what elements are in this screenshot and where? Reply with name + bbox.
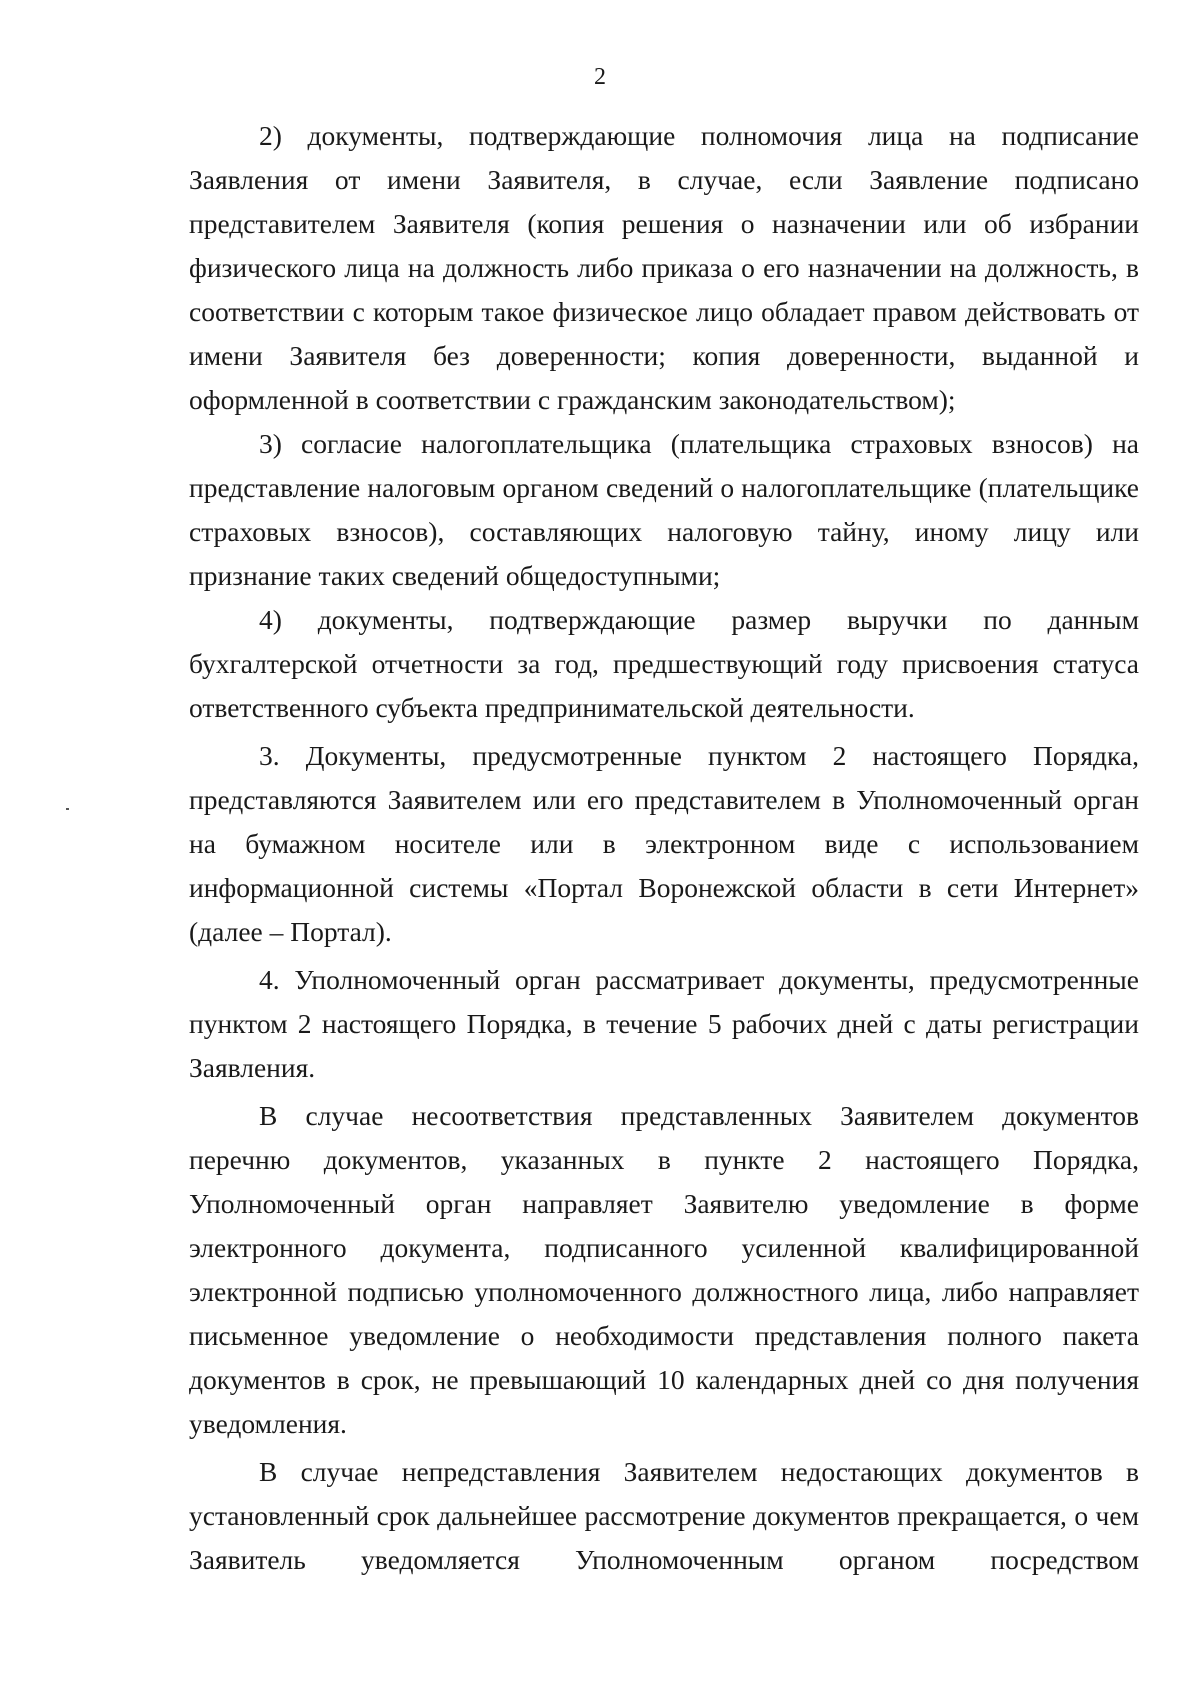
paragraph-clause-3-submission: 3. Документы, предусмотренные пунктом 2 настоящего Порядка, представляются Заявителем или его представителем в Уполномоченный орган на бумажном носителе или в электронном виде с использованием информационной системы «Портал Воронежской области в сети Интернет» (далее – Портал). — [189, 740, 1139, 947]
scan-artifact-mark — [66, 808, 69, 810]
paragraph-clause-4-review: 4. Уполномоченный орган рассматривает документы, предусмотренные пунктом 2 настоящего Порядка, в течение 5 рабочих дней с даты регистрации Заявления. — [189, 964, 1139, 1083]
paragraph-noncompliance-notice: В случае несоответствия представленных Заявителем документов перечню документов, указанных в пункте 2 настоящего Порядка, Уполномоченный орган направляет Заявителю уведомление в форме электронного документа, подписанного усиленной квалифицированной электронной подписью уполномоченного должностного лица, либо направляет письменное уведомление о необходимости представления полного пакета документов в срок, не превышающий 10 календарных дней со дня получения уведомления. — [189, 1100, 1139, 1439]
page-number: 2 — [594, 64, 606, 90]
paragraph-item-2-authority-documents: 2) документы, подтверждающие полномочия лица на подписание Заявления от имени Заявителя, в случае, если Заявление подписано представителем Заявителя (копия решения о назначении или об избрании физического лица на должность либо приказа о его назначении на должность, в соответствии с которым такое физическое лицо обладает правом действовать от имени Заявителя без доверенности; копия доверенности, выданной и оформленной в соответствии с гражданским законодательством); — [189, 120, 1139, 415]
paragraph-missing-documents: В случае непредставления Заявителем недостающих документов в установленный срок дальнейшее рассмотрение документов прекращается, о чем Заявитель уведомляется Уполномоченным органом посредством — [189, 1456, 1139, 1575]
document-body — [189, 114, 1139, 1582]
paragraph-item-4-revenue-documents: 4) документы, подтверждающие размер выручки по данным бухгалтерской отчетности за год, предшествующий году присвоения статуса ответственного субъекта предпринимательской деятельности. — [189, 604, 1139, 723]
paragraph-item-3-taxpayer-consent: 3) согласие налогоплательщика (плательщика страховых взносов) на представление налоговым органом сведений о налогоплательщике (плательщике страховых взносов), составляющих налоговую тайну, иному лицу или признание таких сведений общедоступными; — [189, 428, 1139, 591]
